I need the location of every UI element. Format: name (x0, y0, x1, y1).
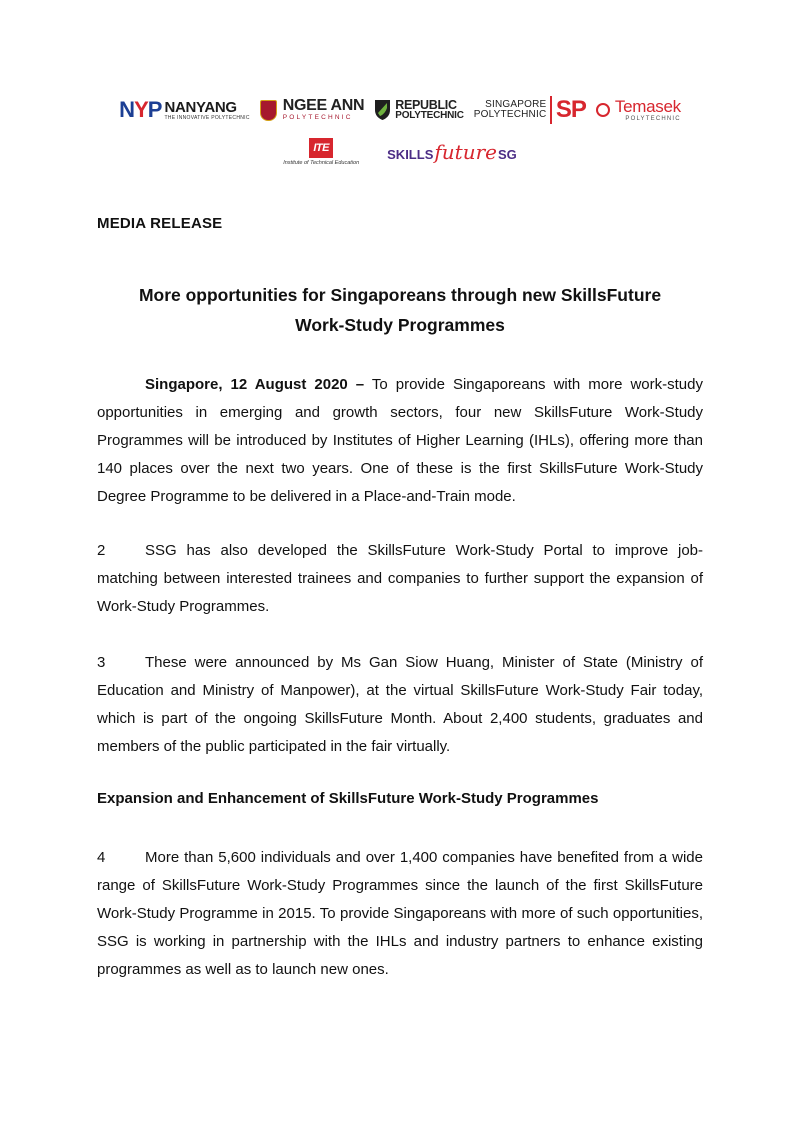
skillsfuture-future: future (434, 140, 497, 164)
skillsfuture-sg: SG (497, 147, 517, 162)
ite-caption: Institute of Technical Education (283, 160, 360, 166)
ngee-ann-sub: POLYTECHNIC (282, 114, 353, 122)
temasek-name: Temasek (614, 97, 681, 116)
section-heading: Expansion and Enhancement of SkillsFuture Work-Study Programmes (97, 790, 599, 807)
paragraph-3-number: 3 (97, 654, 106, 671)
sp-mark: SP (555, 96, 586, 123)
paragraph-1-body: To provide Singaporeans with more work-study opportunities in emerging and growth sectors, four new SkillsFuture Work-Study Programmes will be introduced by Institutes of Higher Learning (IHLs), offering more than 140 places over the next two years. One of these is the first SkillsFuture Work-Study Degree Programme to be delivered in a Place-and-Train mode. (97, 376, 703, 505)
temasek-sub: POLYTECHNIC (625, 116, 681, 122)
paragraph-2-number: 2 (97, 542, 106, 559)
nyp-logo (119, 99, 250, 121)
ngee-ann-name: NGEE ANN (282, 97, 365, 115)
nyp-mark-n: N (119, 97, 135, 122)
sp-logo (474, 96, 586, 124)
sp-line2: POLYTECHNIC (473, 109, 547, 120)
logo-row-institutions (0, 96, 800, 124)
title-line-1: More opportunities for Singaporeans through new SkillsFuture (138, 285, 662, 305)
paragraph-1 (97, 371, 703, 511)
paragraph-2-body: SSG has also developed the SkillsFuture Work-Study Portal to improve job-matching between interested trainees and companies to further support the expansion of Work-Study Programmes. (97, 542, 703, 615)
ngee-ann-logo (260, 98, 364, 122)
nyp-tagline: THE INNOVATIVE POLYTECHNIC (164, 114, 250, 121)
paragraph-4-number: 4 (97, 849, 106, 866)
temasek-circle-icon (596, 103, 610, 117)
skillsfuture-logo (387, 140, 517, 164)
skillsfuture-skills: SKILLS (387, 147, 434, 162)
republic-logo (374, 99, 464, 122)
paragraph-1-lead: Singapore, 12 August 2020 – (145, 376, 365, 393)
title-line-2: Work-Study Programmes (295, 315, 505, 335)
nyp-name: NANYANG (164, 98, 237, 116)
republic-name: REPUBLIC (395, 97, 457, 112)
sp-divider (550, 96, 552, 124)
ite-mark: ITE (309, 138, 333, 158)
page-title (97, 280, 703, 340)
paragraph-4 (97, 844, 703, 984)
paragraph-2 (97, 537, 703, 621)
temasek-logo (596, 98, 681, 122)
nyp-mark-y: Y (134, 97, 148, 122)
ite-logo (283, 138, 359, 166)
ngee-ann-crest-icon (260, 100, 277, 121)
paragraph-3-body: These were announced by Ms Gan Siow Huang, Minister of State (Ministry of Education and Ministry of Manpower), at the virtual SkillsFuture Work-Study Fair today, which is part of the ongoing SkillsFuture Month. About 2,400 students, graduates and members of the public participated in the fair virtually. (97, 654, 703, 755)
sp-line1: SINGAPORE (485, 99, 547, 110)
nyp-mark-p: P (147, 97, 162, 122)
republic-shield-icon (374, 99, 391, 121)
paragraph-3 (97, 649, 703, 761)
republic-sub: POLYTECHNIC (395, 110, 464, 122)
paragraph-4-body: More than 5,600 individuals and over 1,400 companies have benefited from a wide range of SkillsFuture Work-Study Programmes since the launch of the first SkillsFuture Work-Study Programme in 2015. To provide Singaporeans with more of such opportunities, SSG is working in partnership with the IHLs and industry partners to enhance existing programmes as well as to launch new ones. (97, 849, 703, 978)
media-release-label: MEDIA RELEASE (97, 215, 223, 232)
logo-row-agencies (0, 138, 800, 166)
